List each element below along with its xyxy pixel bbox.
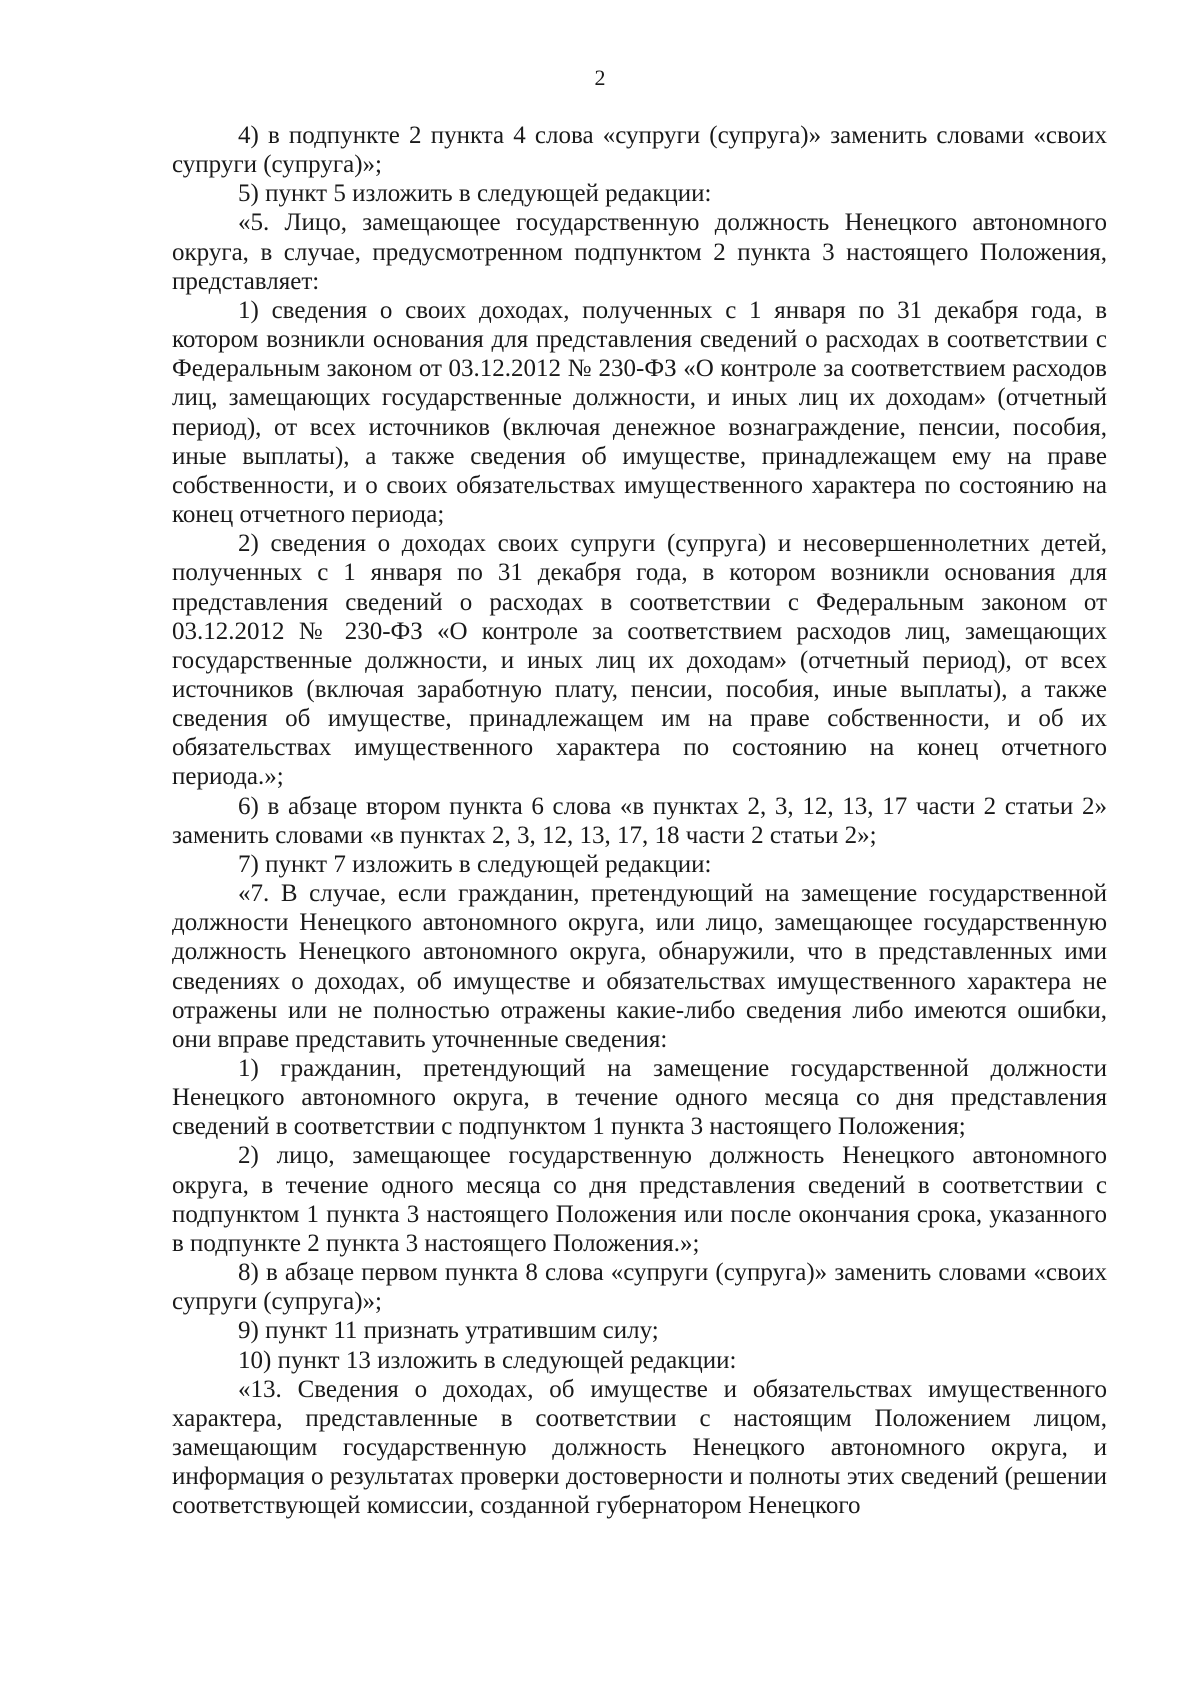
paragraph-item-4: 4) в подпункте 2 пункта 4 слова «супруги (супруга)» заменить словами «своих супруги (супруга)»; xyxy=(172,122,1107,179)
page-number: 2 xyxy=(594,65,606,90)
paragraph-point-13-text: «13. Сведения о доходах, об имуществе и обязательствах имущественного характера, представленные в соответствии с настоящим Положением лицом, замещающим государственную должность Ненецкого автономного округа, и информация о результатах проверки достоверности и полноты этих сведений (решении соответствующей комиссии, созданной губернатором Ненецкого xyxy=(172,1375,1107,1520)
paragraph-point-7-text: «7. В случае, если гражданин, претендующий на замещение государственной должности Ненецкого автономного округа, или лицо, замещающее государственную должность Ненецкого автономного округа, обнаружили, что в представленных ими сведениях о доходах, об имуществе и обязательствах имущественного характера не отражены или не полностью отражены какие-либо сведения либо имеются ошибки, они вправе представить уточненные сведения: xyxy=(172,880,1107,1053)
paragraph-point-5-sub-1: 1) сведения о своих доходах, полученных с 1 января по 31 декабря года, в котором возникли основания для представления сведений о расходах в соответствии с Федеральным законом от 03.12.2012 № 230-ФЗ «О контроле за соответствием расходов лиц, замещающих государственные должности, и иных лиц их доходам» (отчетный период), от всех источников (включая денежное вознаграждение, пенсии, пособия, иные выплаты), а также сведения об имуществе, принадлежащем ему на праве собственности, и о своих обязательствах имущественного характера по состоянию на конец отчетного периода; xyxy=(172,296,1107,529)
paragraph-point-5-text: «5. Лицо, замещающее государственную должность Ненецкого автономного округа, в случае, предусмотренном подпунктом 2 пункта 3 настоящего Положения, представляет: xyxy=(172,209,1107,295)
paragraph-point-7-sub-2: 2) лицо, замещающее государственную должность Ненецкого автономного округа, в течение одного месяца со дня представления сведений в соответствии с подпунктом 1 пункта 3 настоящего Положения или после окончания срока, указанного в подпункте 2 пункта 3 настоящего Положения.»; xyxy=(172,1142,1107,1257)
paragraph-item-10: 10) пункт 13 изложить в следующей редакции: xyxy=(238,1346,737,1374)
paragraph-item-6: 6) в абзаце втором пункта 6 слова «в пунктах 2, 3, 12, 13, 17 части 2 статьи 2» заменить словами «в пунктах 2, 3, 12, 13, 17, 18 части 2 статьи 2»; xyxy=(172,792,1107,849)
paragraph-item-5: 5) пункт 5 изложить в следующей редакции: xyxy=(238,180,712,208)
paragraph-item-8: 8) в абзаце первом пункта 8 слова «супруги (супруга)» заменить словами «своих супруги (супруга)»; xyxy=(172,1259,1107,1316)
document-body xyxy=(172,121,1107,1521)
paragraph-item-9: 9) пункт 11 признать утратившим силу; xyxy=(238,1317,659,1345)
paragraph-point-5-sub-2: 2) сведения о доходах своих супруги (супруга) и несовершеннолетних детей, полученных с 1 января по 31 декабря года, в котором возникли основания для представления сведений о расходах в соответствии с Федеральным законом от 03.12.2012 № 230-ФЗ «О контроле за соответствием расходов лиц, замещающих государственные должности, и иных лиц их доходам» (отчетный период), от всех источников (включая заработную плату, пенсии, пособия, иные выплаты), а также сведения об имуществе, принадлежащем им на праве собственности, и об их обязательствах имущественного характера по состоянию на конец отчетного периода.»; xyxy=(172,530,1107,791)
paragraph-item-7: 7) пункт 7 изложить в следующей редакции: xyxy=(238,850,712,878)
paragraph-point-7-sub-1: 1) гражданин, претендующий на замещение государственной должности Ненецкого автономного округа, в течение одного месяца со дня представления сведений в соответствии с подпунктом 1 пункта 3 настоящего Положения; xyxy=(172,1055,1107,1141)
